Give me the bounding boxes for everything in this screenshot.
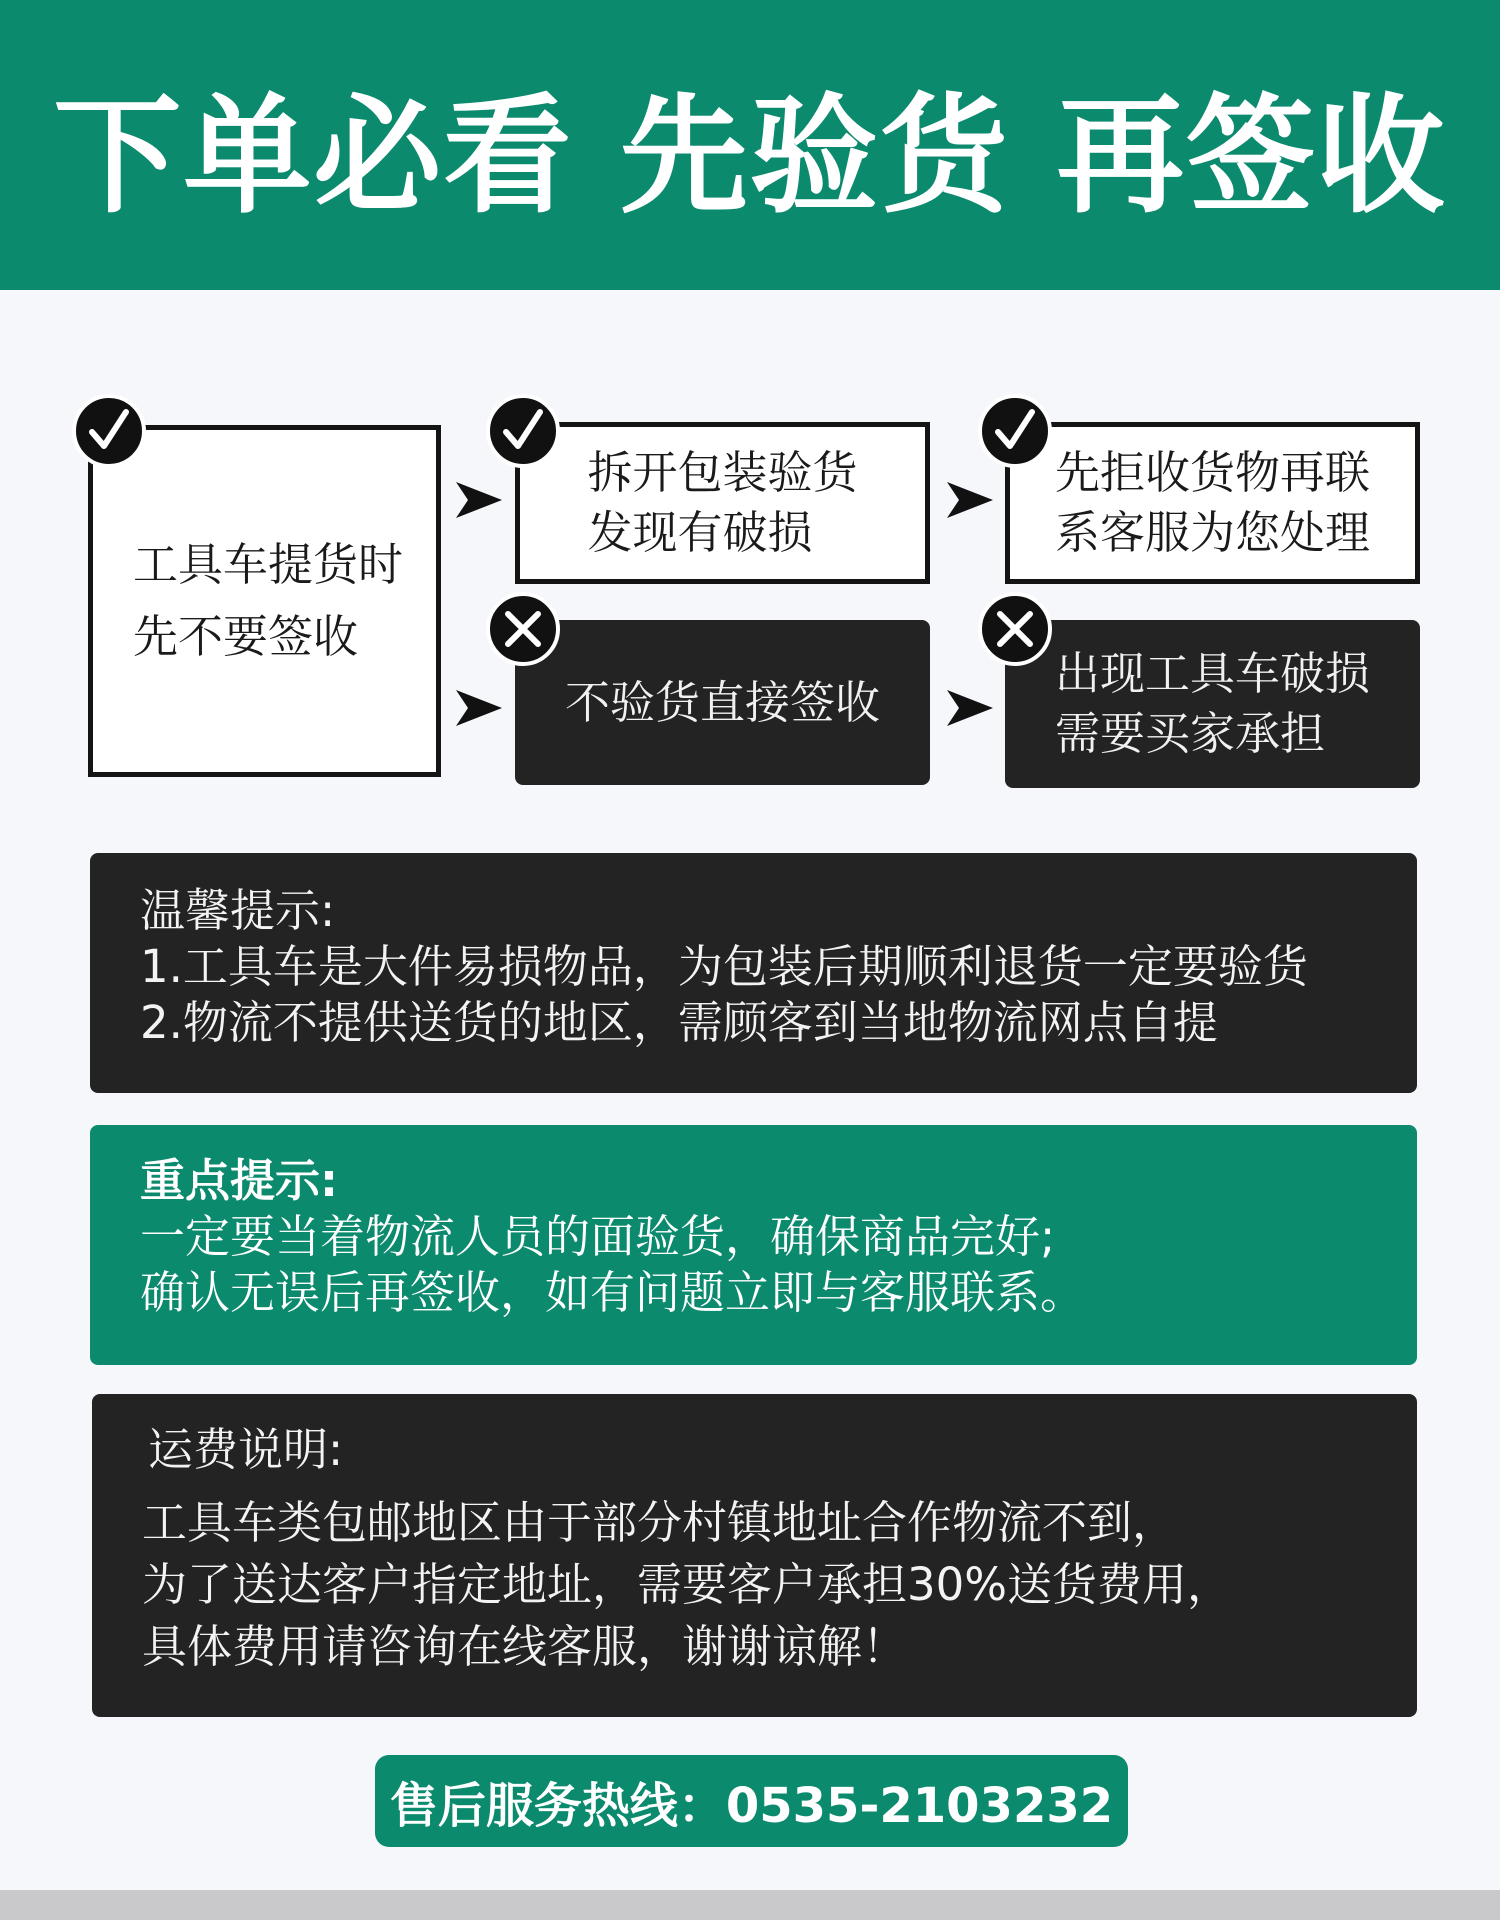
arrow-right-icon bbox=[945, 686, 995, 730]
tips-line-1: 1.工具车是大件易损物品，为包装后期顺利退货一定要验货 bbox=[140, 940, 1308, 993]
bad-step2-line-1: 出现工具车破损 bbox=[1054, 647, 1370, 700]
ok-step1-line-1: 拆开包装验货 bbox=[587, 446, 858, 499]
arrow-right-icon bbox=[945, 478, 995, 522]
bad-step1-line-1: 不验货直接签收 bbox=[564, 675, 880, 729]
shipping-line-1: 工具车类包邮地区由于部分村镇地址合作物流不到， bbox=[142, 1496, 1178, 1549]
shipping-line-3: 具体费用请咨询在线客服，谢谢谅解！ bbox=[142, 1620, 908, 1673]
important-line-2: 确认无误后再签收，如有问题立即与客服联系。 bbox=[140, 1266, 1086, 1319]
shipping-line-2: 为了送达客户指定地址，需要客户承担30%送货费用， bbox=[142, 1558, 1233, 1611]
tips-title: 温馨提示: bbox=[140, 884, 336, 937]
x-icon bbox=[486, 592, 560, 666]
ok-step2-line-1: 先拒收货物再联 bbox=[1054, 446, 1370, 499]
check-icon bbox=[72, 394, 146, 468]
shipping-title: 运费说明: bbox=[148, 1423, 344, 1476]
important-line-1: 一定要当着物流人员的面验货，确保商品完好; bbox=[140, 1210, 1056, 1263]
hotline-badge bbox=[375, 1755, 1128, 1847]
tips-line-2: 2.物流不提供送货的地区，需顾客到当地物流网点自提 bbox=[140, 996, 1218, 1049]
x-icon bbox=[978, 592, 1052, 666]
shipping-panel bbox=[92, 1394, 1417, 1717]
check-icon bbox=[978, 394, 1052, 468]
start-line-1: 工具车提货时 bbox=[133, 538, 404, 591]
ok-step1-box bbox=[515, 422, 930, 584]
ok-step2-line-2: 系客服为您处理 bbox=[1054, 506, 1370, 559]
flow-diagram bbox=[0, 380, 1500, 800]
ok-step1-line-2: 发现有破损 bbox=[587, 506, 813, 559]
footer-divider bbox=[0, 1890, 1500, 1920]
tips-panel bbox=[90, 853, 1417, 1093]
hotline-label: 售后服务热线：0535-2103232 bbox=[389, 1777, 1114, 1834]
arrow-right-icon bbox=[454, 686, 504, 730]
ok-step2-box bbox=[1005, 422, 1420, 584]
bad-step2-box bbox=[1005, 620, 1420, 788]
bad-step2-line-2: 需要买家承担 bbox=[1054, 707, 1325, 760]
arrow-right-icon bbox=[454, 478, 504, 522]
bad-step1-box bbox=[515, 620, 930, 785]
check-icon bbox=[486, 394, 560, 468]
start-line-2: 先不要签收 bbox=[133, 610, 359, 663]
start-box bbox=[88, 425, 441, 777]
page-title: 下单必看 先验货 再签收 bbox=[53, 82, 1447, 231]
important-panel bbox=[90, 1125, 1417, 1365]
important-title: 重点提示: bbox=[140, 1154, 338, 1207]
header-banner bbox=[0, 0, 1500, 290]
